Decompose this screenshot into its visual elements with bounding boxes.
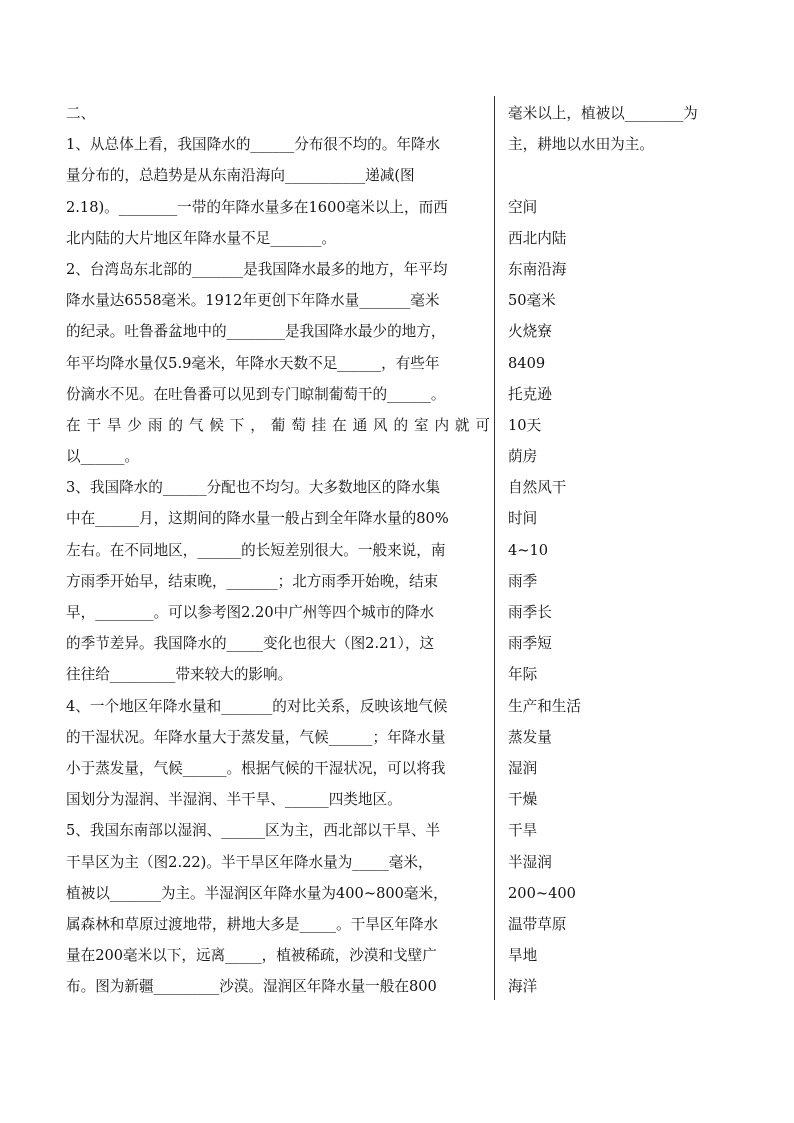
question-line: 干旱区为主（图2.22)。半干旱区年降水量为_____毫米，	[66, 853, 433, 871]
answer-item: 雨季长	[508, 604, 552, 621]
question-continuation: 主，耕地以水田为主。	[508, 136, 654, 154]
answer-item: 半湿润	[508, 853, 552, 871]
question-line: 降水量达6558毫米。1912年更创下年降水量_______毫米	[66, 292, 440, 310]
question-line: 4、一个地区年降水量和_______的对比关系，反映该地气候	[66, 697, 448, 715]
question-line: 在干旱少雨的气候下，葡萄挂在通风的室内就可	[66, 416, 490, 434]
question-line: 左右。在不同地区，______的长短差别很大。一般来说，南	[66, 541, 446, 559]
question-line: 以______。	[66, 448, 139, 466]
question-line: 往往给_________带来较大的影响。	[66, 666, 293, 684]
answer-item: 200~400	[508, 884, 576, 902]
question-line: 份滴水不见。在吐鲁番可以见到专门晾制葡萄干的______。	[66, 385, 446, 403]
question-line: 量在200毫米以下，远离_____，植被稀疏，沙漠和戈壁广	[66, 947, 437, 965]
answer-item: 10天	[508, 416, 542, 434]
question-line: 方雨季开始早，结束晚，_______；北方雨季开始晚，结束	[66, 572, 439, 590]
question-line: 属森林和草原过渡地带，耕地大多是_____。干旱区年降水	[66, 915, 439, 933]
answer-item: 湿润	[508, 759, 538, 777]
answer-item: 8409	[508, 354, 546, 372]
answer-item: 荫房	[508, 448, 538, 466]
answer-item: 温带草原	[508, 915, 567, 933]
answer-item: 东南沿海	[508, 260, 567, 278]
question-line: 1、从总体上看，我国降水的______分布很不均的。年降水	[66, 136, 441, 154]
question-line: 的干湿状况。年降水量大于蒸发量，气候______；年降水量	[66, 728, 446, 746]
question-line: 早，________。可以参考图2.20中广州等四个城市的降水	[66, 604, 435, 621]
answer-item: 蒸发量	[508, 728, 552, 746]
answer-item: 自然风干	[508, 479, 567, 497]
answer-item: 海洋	[508, 978, 538, 996]
answer-item: 托克逊	[508, 385, 552, 403]
question-line: 小于蒸发量，气候______。根据气候的干湿状况，可以将我	[66, 759, 446, 777]
answer-item: 年际	[508, 666, 538, 684]
answer-column	[508, 98, 748, 1002]
question-line: 北内陆的大片地区年降水量不足_______。	[66, 229, 336, 247]
answer-item: 空间	[508, 198, 538, 216]
question-line: 植被以_______为主。半湿润区年降水量为400~800毫米，	[66, 884, 448, 902]
column-divider	[494, 96, 495, 1000]
answer-item: 旱地	[508, 947, 538, 965]
question-column	[66, 98, 490, 1002]
answer-item: 西北内陆	[508, 229, 567, 247]
question-line: 布。图为新疆_________沙漠。湿润区年降水量一般在800	[66, 978, 437, 996]
answer-item: 生产和生活	[508, 697, 581, 715]
answer-item: 时间	[508, 510, 538, 528]
question-line: 中在______月，这期间的降水量一般占到全年降水量的80%	[66, 510, 449, 528]
answer-item: 4~10	[508, 541, 549, 559]
answer-item: 50毫米	[508, 292, 556, 310]
answer-item: 干旱	[508, 822, 538, 840]
answer-item: 雨季	[508, 572, 538, 590]
question-line: 2.18)。________一带的年降水量多在1600毫米以上，而西	[66, 198, 448, 216]
question-line: 2、台湾岛东北部的_______是我国降水最多的地方，年平均	[66, 260, 448, 278]
answer-item: 干燥	[508, 791, 538, 809]
question-line: 的纪录。吐鲁番盆地中的________是我国降水最少的地方，	[66, 323, 446, 341]
question-line: 的季节差异。我国降水的_____变化也很大（图2.21），这	[66, 635, 435, 653]
question-line: 3、我国降水的______分配也不均匀。大多数地区的降水集	[66, 479, 441, 497]
question-line: 国划分为湿润、半湿润、半干旱、______四类地区。	[66, 791, 402, 809]
answer-item: 雨季短	[508, 635, 552, 653]
question-line: 5、我国东南部以湿润、______区为主，西北部以干旱、半	[66, 822, 441, 840]
section-heading: 二、	[66, 105, 96, 122]
question-line: 量分布的，总趋势是从东南沿海向___________递减(图	[66, 167, 415, 185]
blank-line	[508, 160, 748, 191]
question-continuation: 毫米以上，植被以________为	[508, 105, 698, 122]
question-line: 年平均降水量仅5.9毫米，年降水天数不足______，有些年	[66, 354, 440, 372]
answer-item: 火烧寮	[508, 323, 552, 341]
